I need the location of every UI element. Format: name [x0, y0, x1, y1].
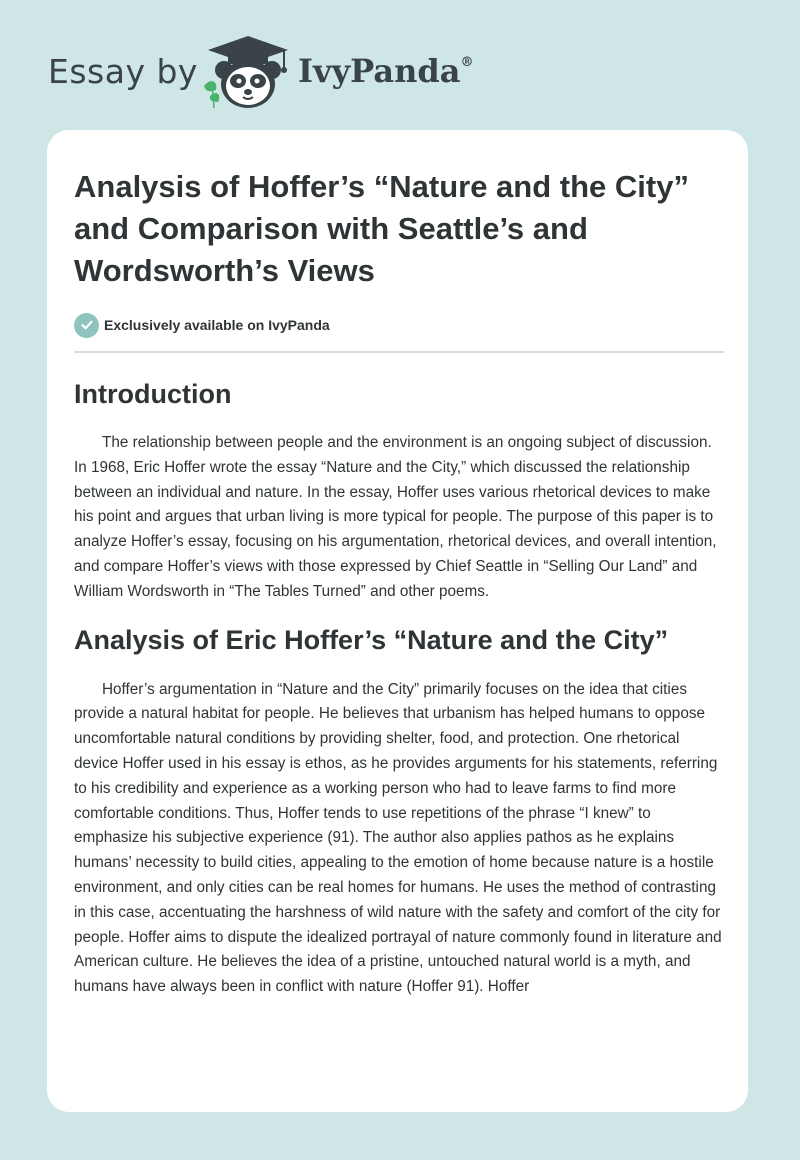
- brand-name[interactable]: [298, 52, 473, 90]
- essay-card: [47, 130, 748, 1112]
- essay-content: [74, 166, 724, 1000]
- exclusive-badge: [74, 312, 724, 338]
- section-heading-introduction: Introduction: [74, 379, 232, 409]
- divider: [74, 351, 724, 353]
- registered-mark: ®: [460, 55, 474, 71]
- analysis-paragraph: Hoffer’s argumentation in “Nature and the City” primarily focuses on the idea that cities provide a natural habitat for people. He believes that urbanism has helped humans to oppose uncomfortable natural conditions by providing shelter, food, and protection. One rhetorical device Hoffer used in his essay is ethos, as he provides arguments for his statements, referring to his credibility and experience as a working person who had to leave farms to find more comfortable conditions. Thus, Hoffer tends to use repetitions of the phrase “I knew” to emphasize his subjective experience (91). The author also applies pathos as he explains humans’ necessity to build cities, appealing to the emotion of home because nature is a hostile environment, and only cities can be real homes for humans. He uses the method of contrasting in this case, accentuating the harshness of wild nature with the safety and comfort of the city for people. Hoffer aims to dispute the idealized portrayal of nature commonly found in literature and American culture. He believes the idea of a pristine, untouched natural world is a myth, and humans have always been in conflict with nature (Hoffer 91). Hoffer: [74, 680, 722, 996]
- introduction-paragraph: The relationship between people and the environment is an ongoing subject of discussion. In 1968, Eric Hoffer wrote the essay “Nature and the City,” which discussed the relationship between an individual and nature. In the essay, Hoffer uses various rhetorical devices to make his point and argues that urban living is more typical for people. The purpose of this paper is to analyze Hoffer’s essay, focusing on his argumentation, rhetorical devices, and overall intention, and compare Hoffer’s views with those expressed by Chief Seattle in “Selling Our Land” and William Wordsworth in “The Tables Turned” and other poems.: [74, 434, 717, 600]
- site-header: [0, 0, 800, 130]
- essay-by-label: Essay by: [48, 52, 198, 91]
- brand-text: IvyPanda: [298, 52, 461, 90]
- panda-graduate-logo-icon[interactable]: [200, 34, 296, 110]
- exclusive-label: Exclusively available on IvyPanda: [104, 317, 330, 333]
- check-circle-icon: [74, 313, 99, 338]
- section-heading-analysis: Analysis of Eric Hoffer’s “Nature and the City”: [74, 624, 669, 655]
- essay-title: Analysis of Hoffer’s “Nature and the City” and Comparison with Seattle’s and Wordsworth’s Views: [74, 169, 689, 288]
